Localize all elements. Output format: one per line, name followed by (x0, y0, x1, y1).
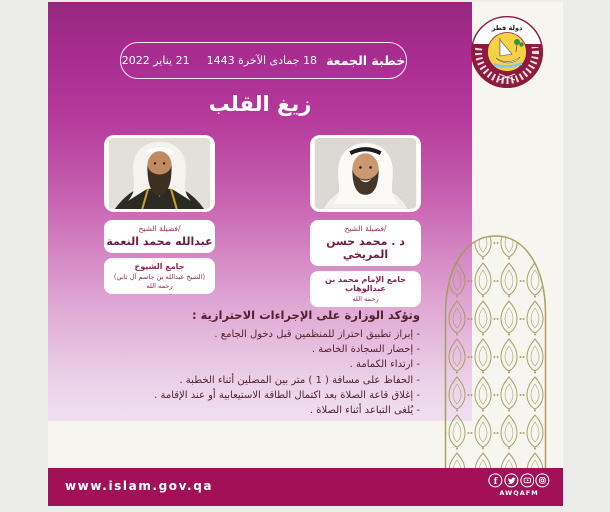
measure-item: - ارتداء الكمامة . (349, 359, 420, 371)
mosque-box (310, 271, 421, 307)
social-icons (488, 473, 550, 488)
measure-item: - يُلغى التباعد أثناء الصلاة . (309, 405, 420, 417)
preacher-name-box (104, 220, 215, 253)
youtube-icon[interactable] (520, 473, 535, 488)
friday-sermon-label: خطبة الجمعة (326, 53, 406, 68)
preacher-portrait-illustration (107, 138, 212, 209)
measure-item: - إحضار السجادة الخاصة . (311, 344, 420, 356)
measure-item: - إغلاق قاعة الصلاة بعد اكتمال الطاقة الاستيعابية أو عند الإقامة . (154, 389, 420, 401)
preacher-portrait-illustration (313, 138, 418, 209)
preacher-photo (104, 135, 215, 212)
sermon-title: زيغ القلب (208, 92, 312, 116)
website-link[interactable]: www.islam.gov.qa (65, 479, 214, 493)
preacher-name: د . محمد حسن المريخي (326, 235, 405, 261)
mosque-box (104, 258, 215, 294)
preacher-card-muraikhi (310, 135, 421, 307)
preacher-card-nuama (104, 135, 215, 294)
honorific-label: فضيلة الشيخ/ (138, 224, 181, 233)
measure-item: - إبراز تطبيق احتراز للمنظمين قبل دخول الجامع . (214, 329, 420, 340)
gregorian-date: 21 يناير 2022 (121, 54, 190, 67)
hijri-date: 18 جمادى الآخرة 1443 (206, 54, 318, 67)
qatar-emblem (469, 14, 545, 90)
preacher-name: عبدالله محمد النعمة (106, 235, 213, 248)
social-handle: AWQAFM (499, 489, 539, 497)
preacher-name-box (310, 220, 421, 266)
mosque-name: جامع الإمام محمد بن عبدالوهاب (325, 275, 406, 293)
svg-text:f: f (493, 477, 498, 488)
footer-bar (48, 468, 563, 506)
instagram-icon[interactable] (535, 473, 550, 488)
date-banner (120, 42, 407, 79)
measures-heading: وتؤكد الوزارة على الإجراءات الاحترازية : (191, 308, 420, 322)
preacher-photo (310, 135, 421, 212)
precautionary-measures (88, 308, 420, 418)
mosque-subtext: (الشيخ عبدالله بن جاسم آل ثاني) (113, 273, 206, 281)
twitter-icon[interactable] (504, 473, 519, 488)
mosque-subtext2: رحمه الله (146, 282, 173, 290)
emblem-country-text: دولة قطر (491, 24, 523, 32)
facebook-icon[interactable] (488, 473, 503, 488)
flyer-card (48, 2, 563, 506)
main-panel (48, 2, 472, 421)
ornamental-arch (444, 222, 547, 468)
mosque-name: جامع الشيوخ (134, 262, 185, 271)
social-block (488, 473, 550, 497)
mosque-subtext: رحمه الله (352, 295, 379, 303)
measure-item: - الحفاظ على مسافة ( 1 ) متر بين المصلين أثناء الخطبة . (179, 374, 420, 386)
honorific-label: فضيلة الشيخ/ (344, 224, 387, 233)
